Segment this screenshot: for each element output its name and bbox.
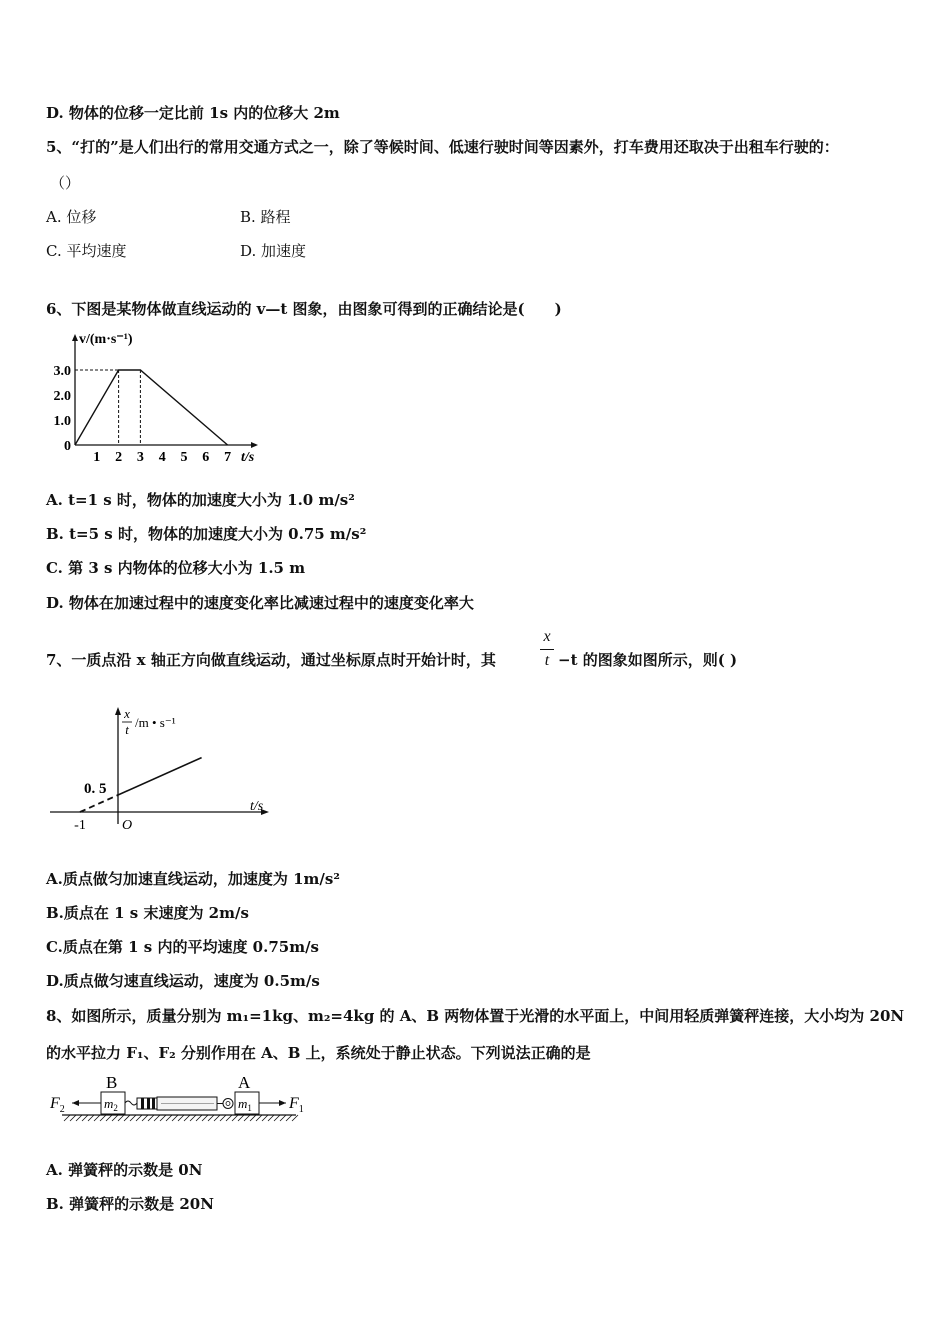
xt-y-axis-arrow xyxy=(115,707,121,715)
q6-option-b: B. t=5 s 时，物体的加速度大小为 0.75 m/s² xyxy=(46,525,367,543)
q5-stem: 5、“打的”是人们出行的常用交通方式之一，除了等候时间、低速行驶时间等因素外，打车费用还取决于出租车行驶的： xyxy=(46,138,839,156)
vt-x-axis-arrow xyxy=(251,442,258,448)
q8-stem-line2: 的水平拉力 F₁、F₂ 分别作用在 A、B 上，系统处于静止状态。下列说法正确的是 xyxy=(46,1044,591,1062)
block-a-mass: $m_1$ xyxy=(238,1096,252,1113)
vt-x-label: t/s xyxy=(241,450,255,465)
vt-x-tick: 6 xyxy=(202,450,210,465)
q7-option-a: A.质点做匀加速直线运动，加速度为 1m/s² xyxy=(46,870,340,888)
q5-option-c: C. 平均速度 xyxy=(46,242,127,260)
q7-option-b: B.质点在 1 s 末速度为 2m/s xyxy=(46,904,249,922)
xt-series-line xyxy=(118,758,202,795)
q5-option-a: A. 位移 xyxy=(46,208,97,226)
xt-y-label-den: t xyxy=(125,722,129,737)
ground-hatching xyxy=(64,1115,298,1121)
q7-fraction-den: t xyxy=(544,652,550,669)
vt-series-line xyxy=(75,370,228,445)
q6-stem: 6、下图是某物体做直线运动的 v—t 图象，由图象可得到的正确结论是( ) xyxy=(46,300,562,318)
vt-graph xyxy=(44,326,274,468)
q7-option-c: C.质点在第 1 s 内的平均速度 0.75m/s xyxy=(46,938,319,956)
xt-neg-one-label: -1 xyxy=(74,818,86,833)
force-f1-arrow xyxy=(259,1100,286,1106)
xt-graph xyxy=(44,700,284,840)
q6-option-d: D. 物体在加速过程中的速度变化率比减速过程中的速度变化率大 xyxy=(46,594,474,612)
vt-x-tick: 3 xyxy=(136,450,144,465)
q7-stem-tail: −t 的图象如图所示，则( ) xyxy=(558,651,738,669)
q8-option-b: B. 弹簧秤的示数是 20N xyxy=(46,1195,214,1213)
q6-option-a: A. t=1 s 时，物体的加速度大小为 1.0 m/s² xyxy=(46,491,355,509)
vt-x-tick: 5 xyxy=(180,450,188,465)
q4-option-d: D. 物体的位移一定比前 1s 内的位移大 2m xyxy=(46,104,340,122)
vt-y-tick: 2.0 xyxy=(53,389,71,404)
force-f2-label: $F_2$ xyxy=(50,1095,65,1115)
q7-fraction-bar xyxy=(540,649,554,650)
spring-scale-figure xyxy=(46,1070,316,1130)
vt-x-tick: 4 xyxy=(158,450,166,465)
xt-extrapolated-line xyxy=(80,795,118,812)
vt-y-tick: 1.0 xyxy=(53,414,71,429)
q7-option-d: D.质点做匀速直线运动，速度为 0.5m/s xyxy=(46,972,320,990)
q8-stem-line1: 8、如图所示，质量分别为 m₁=1kg、m₂=4kg 的 A、B 两物体置于光滑的水平面上，中间用轻质弹簧秤连接，大小均为 20N xyxy=(46,1007,905,1025)
vt-x-tick: 2 xyxy=(115,450,123,465)
q5-option-d: D. 加速度 xyxy=(240,242,307,260)
force-f2-arrow xyxy=(72,1100,101,1106)
vt-y-axis-arrow xyxy=(72,334,78,341)
force-f1-label: $F_1$ xyxy=(289,1095,304,1115)
xt-y-label-unit: /m • s⁻¹ xyxy=(135,715,176,730)
q8-option-a: A. 弹簧秤的示数是 0N xyxy=(46,1161,203,1179)
label-b: B xyxy=(106,1073,118,1092)
xt-y-label-num: x xyxy=(124,706,130,721)
block-b-mass: $m_2$ xyxy=(104,1096,118,1113)
q5-option-b: B. 路程 xyxy=(240,208,291,226)
vt-x-tick: 1 xyxy=(93,450,101,465)
spring-scale xyxy=(125,1097,233,1110)
label-a: A xyxy=(238,1073,251,1092)
vt-y-label: v/(m·s⁻¹) xyxy=(79,332,133,347)
q5-paren: （） xyxy=(50,174,81,192)
q7-stem: 7、一质点沿 x 轴正方向做直线运动，通过坐标原点时开始计时，其 xyxy=(46,651,496,669)
q6-option-c: C. 第 3 s 内物体的位移大小为 1.5 m xyxy=(46,559,306,577)
q7-fraction-num: x xyxy=(543,628,551,645)
xt-x-label: t/s xyxy=(250,799,264,814)
vt-y-tick: 3.0 xyxy=(53,364,71,379)
xt-intercept-label: 0. 5 xyxy=(84,781,107,797)
xt-origin-label: O xyxy=(122,818,133,833)
vt-x-tick: 7 xyxy=(224,450,232,465)
vt-y-tick: 0 xyxy=(64,439,71,454)
q7-fraction xyxy=(540,628,554,670)
